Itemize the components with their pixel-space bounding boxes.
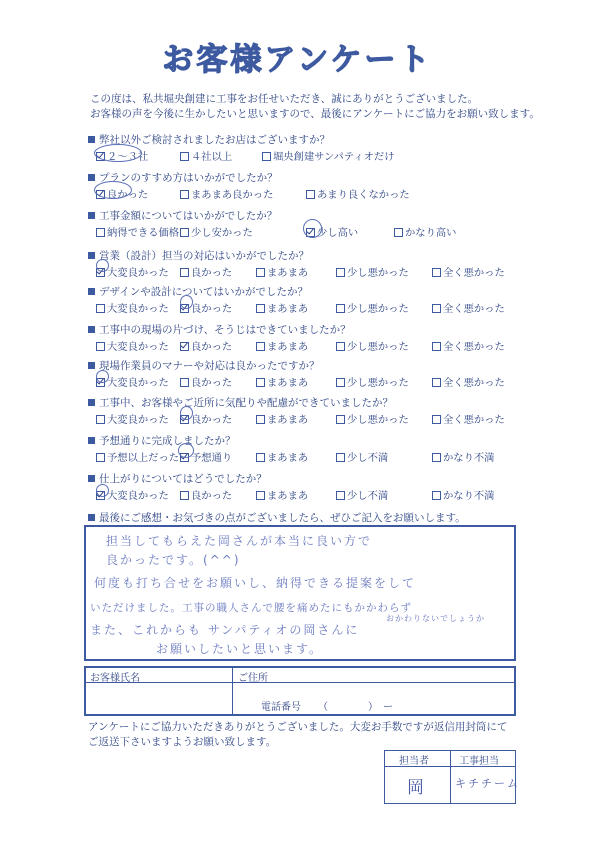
option-label: 少し不満 [347,452,389,464]
answer-option[interactable] [180,148,232,163]
option-label: まあまあ [267,267,309,279]
answer-option[interactable] [336,449,388,464]
question-text: 工事中の現場の片づけ、そうじはできていましたか？ [99,324,351,336]
table-header-row [86,668,514,683]
answer-option[interactable] [96,338,169,353]
checkbox-icon[interactable] [96,453,105,462]
bullet-icon [88,136,95,143]
checkbox-icon[interactable] [180,152,189,161]
checkbox-icon[interactable] [180,491,189,500]
question-label [88,395,393,410]
answer-option[interactable] [256,487,308,502]
answer-option[interactable] [432,338,505,353]
question-label [88,358,320,373]
option-label: 良かった [191,377,233,389]
intro-line: この度は、私共堀央創建に工事をお任せいただき、誠にありがとうございました。 [90,93,479,105]
option-label: まあまあ [267,452,309,464]
intro-line: お客様の声を今後に生かしたいと思いますので、最後にアンケートにご協力をお願い致します。 [90,108,540,120]
option-label: 良かった [191,303,233,315]
footer-line: アンケートにご協力いただきありがとうございました。大変お手数ですが返信用封筒にて [88,721,508,733]
checkbox-icon[interactable] [96,228,105,237]
option-label: 大変良かった [107,267,169,279]
option-label: 良かった [107,189,149,201]
bullet-icon [88,252,95,259]
answer-option[interactable] [432,300,505,315]
answer-option[interactable] [432,264,505,279]
option-label: 良かった [191,341,233,353]
phone-paren: （ ） ー [318,702,393,713]
option-label: まあまあ良かった [191,189,274,201]
option-label: 全く悪かった [443,303,505,315]
rep-value: 岡 [407,778,426,798]
answer-option[interactable] [180,186,273,201]
option-label: ２〜３社 [107,151,149,163]
answer-option[interactable] [336,300,409,315]
bullet-icon [88,399,95,406]
option-label: かなり不満 [443,452,495,464]
staff-table [384,750,520,804]
answer-option[interactable] [256,374,308,389]
answer-option[interactable] [180,224,253,239]
address-label: ご住所 [238,673,268,684]
option-label: 少し悪かった [347,414,409,426]
question-text: 予想通りに完成しましたか？ [99,435,236,447]
option-label: 全く悪かった [443,341,505,353]
question-label [88,322,351,337]
answer-option[interactable] [256,264,308,279]
answer-option[interactable] [96,411,169,426]
answer-option[interactable] [336,487,388,502]
option-label: 大変良かった [107,414,169,426]
answer-option[interactable] [256,411,308,426]
checkbox-icon[interactable] [432,378,441,387]
answer-option[interactable] [262,148,395,163]
answer-option[interactable] [180,338,232,353]
answer-option[interactable] [432,449,494,464]
checkbox-icon[interactable] [336,378,345,387]
option-label: 納得できる価格 [107,227,180,239]
option-label: 全く悪かった [443,377,505,389]
checkbox-icon[interactable] [256,491,265,500]
checkbox-icon[interactable] [256,268,265,277]
question-label [88,248,309,263]
answer-circle [303,219,322,238]
option-label: 少し悪かった [347,377,409,389]
checkbox-icon[interactable] [432,342,441,351]
option-label: まあまあ [267,490,309,502]
checkbox-icon[interactable] [432,268,441,277]
question-label [88,284,308,299]
checkbox-icon[interactable] [180,190,189,199]
footer-text [88,720,507,750]
answer-option[interactable] [256,300,308,315]
checkbox-icon[interactable] [306,190,315,199]
bullet-icon [88,288,95,295]
answer-option[interactable] [336,338,409,353]
option-label: 予想以上だった [107,452,180,464]
bullet-icon [88,212,95,219]
answer-circle [94,181,132,199]
answer-circle [96,259,109,272]
option-label: 大変良かった [107,490,169,502]
option-label: 全く悪かった [443,267,505,279]
comment-line: また、これからも サンパティオの岡さんに [90,623,360,637]
comment-line: いただけました。工事の職人さんで腰を痛めたにもかかわらず [90,602,412,614]
question-text: 弊社以外ご検討されましたお店はございますか？ [99,134,330,146]
checkbox-icon[interactable] [96,304,105,313]
option-label: ４社以上 [191,151,233,163]
option-label: 少し悪かった [347,341,409,353]
checkbox-icon[interactable] [432,453,441,462]
checkbox-icon[interactable] [96,342,105,351]
checked-box-icon[interactable] [180,342,189,351]
option-label: 少し安かった [191,227,253,239]
comment-line: 担当してもらえた岡さんが本当に良い方で [106,534,373,548]
footer-line: ご返送下さいますようお願い致します。 [88,736,277,748]
bullet-icon [88,362,95,369]
answer-option[interactable] [256,338,308,353]
question-text: 工事金額についてはいかがでしたか？ [99,210,278,222]
answer-option[interactable] [256,449,308,464]
rep-label: 担当者 [399,756,429,767]
option-label: 良かった [191,267,233,279]
option-label: 大変良かった [107,341,169,353]
checkbox-icon[interactable] [432,304,441,313]
option-label: 良かった [191,414,233,426]
bullet-icon [88,437,95,444]
option-label: あまり良くなかった [317,189,410,201]
answer-option[interactable] [96,224,179,239]
question-text: 営業（設計）担当の対応はいかがでしたか？ [99,250,309,262]
checkbox-icon[interactable] [256,378,265,387]
checkbox-icon[interactable] [180,228,189,237]
option-label: まあまあ [267,377,309,389]
answer-option[interactable] [180,264,232,279]
comment-prompt [88,510,466,525]
answer-option[interactable] [96,300,169,315]
answer-option[interactable] [394,224,456,239]
answer-circle [96,370,109,383]
option-label: まあまあ [267,414,309,426]
checkbox-icon[interactable] [256,453,265,462]
answer-circle [178,443,194,458]
survey-title: お客様アンケート [162,42,433,78]
answer-option[interactable] [432,411,505,426]
question-text: デザインや設計についてはいかがでしたか？ [99,286,309,298]
option-label: 予想通り [191,452,233,464]
customer-info-table [84,666,516,716]
question-text: 工事中、お客様やご近所に気配りや配慮ができていましたか？ [99,397,393,409]
question-label [88,433,236,448]
comment-box[interactable] [84,525,516,661]
checkbox-icon[interactable] [432,415,441,424]
answer-circle [180,406,193,420]
table-divider [232,668,233,714]
answer-option[interactable] [180,487,232,502]
comment-line: おかわりないでしょうか [386,614,485,623]
question-text: プランのすすめ方はいかがでしたか？ [99,172,278,184]
comment-line: お願いしたいと思います。 [156,642,324,656]
question-text: 現場作業員のマナーや対応は良かったですか？ [99,360,320,372]
comment-line: 良かったです。(^^) [106,553,241,567]
staff-divider [450,751,451,803]
intro-text [90,92,540,122]
checkbox-icon[interactable] [336,304,345,313]
bullet-icon [88,514,95,521]
option-label: 少し悪かった [347,303,409,315]
option-label: かなり不満 [443,490,495,502]
bullet-icon [88,326,95,333]
checkbox-icon[interactable] [256,415,265,424]
checkbox-icon[interactable] [96,415,105,424]
question-label [88,208,277,223]
option-label: 少し悪かった [347,267,409,279]
con-label: 工事担当 [459,756,499,767]
checkbox-icon[interactable] [180,268,189,277]
checkbox-icon[interactable] [336,268,345,277]
question-label [88,471,267,486]
answer-circle [94,144,142,162]
checkbox-icon[interactable] [336,453,345,462]
answer-circle [180,295,193,309]
answer-option[interactable] [180,374,232,389]
option-label: 大変良かった [107,377,169,389]
answer-option[interactable] [432,487,494,502]
bullet-icon [88,174,95,181]
option-label: 堀央創建サンパティオだけ [273,151,395,163]
answer-option[interactable] [306,186,410,201]
option-label: 少し高い [317,227,359,239]
checkbox-icon[interactable] [256,342,265,351]
checkbox-icon[interactable] [432,491,441,500]
comment-prompt-text: 最後にご感想・お気づきの点がございましたら、ぜひご記入をお願いします。 [99,512,466,524]
option-label: 全く悪かった [443,414,505,426]
con-value: キチチーム [455,777,520,790]
option-label: まあまあ [267,303,309,315]
answer-option[interactable] [336,374,409,389]
answer-option[interactable] [336,264,409,279]
checkbox-icon[interactable] [256,304,265,313]
checkbox-icon[interactable] [394,228,403,237]
answer-option[interactable] [432,374,505,389]
option-label: 少し不満 [347,490,389,502]
checkbox-icon[interactable] [180,378,189,387]
answer-circle [96,484,109,497]
checkbox-icon[interactable] [336,491,345,500]
question-text: 仕上がりについてはどうでしたか？ [99,473,267,485]
option-label: まあまあ [267,341,309,353]
option-label: 大変良かった [107,303,169,315]
option-label: かなり高い [405,227,457,239]
bullet-icon [88,475,95,482]
answer-option[interactable] [336,411,409,426]
checkbox-icon[interactable] [262,152,271,161]
option-label: 良かった [191,490,233,502]
comment-line: 何度も打ち合せをお願いし、納得できる提案をして [94,576,417,590]
answer-option[interactable] [96,449,179,464]
customer-name-label: お客様氏名 [90,673,140,684]
checkbox-icon[interactable] [336,415,345,424]
phone-label: 電話番号 [261,702,301,713]
checkbox-icon[interactable] [336,342,345,351]
